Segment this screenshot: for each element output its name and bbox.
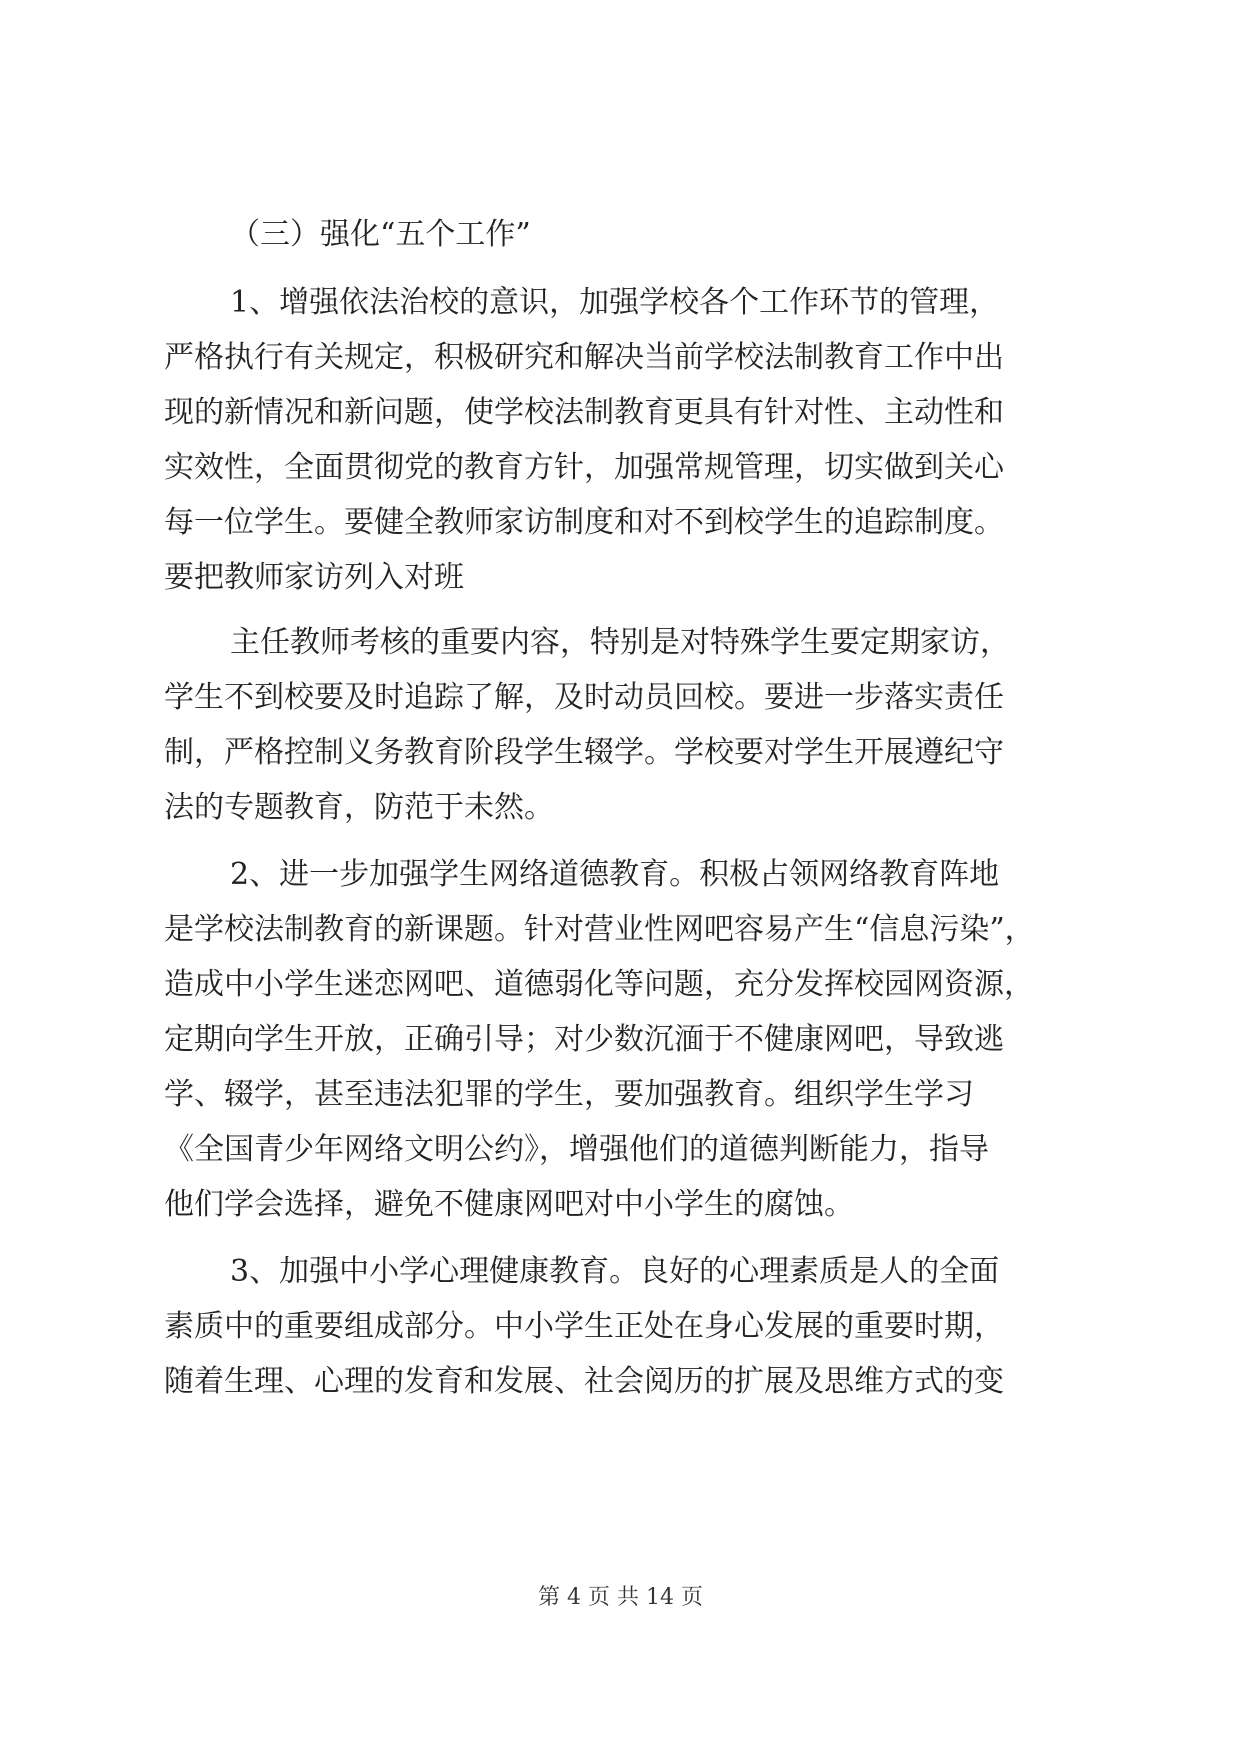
paragraph-1-line-4: 实效性，全面贯彻党的教育方针，加强常规管理，切实做到关心: [164, 450, 1004, 485]
paragraph-1-line-2: 严格执行有关规定，积极研究和解决当前学校法制教育工作中出: [164, 340, 1004, 375]
page-footer: 第 4 页 共 14 页: [538, 1585, 703, 1610]
paragraph-3-line-1: 2、进一步加强学生网络道德教育。积极占领网络教育阵地: [230, 857, 1000, 892]
paragraph-4-line-3: 随着生理、心理的发育和发展、社会阅历的扩展及思维方式的变: [164, 1364, 1004, 1399]
paragraph-3-line-7: 他们学会选择，避免不健康网吧对中小学生的腐蚀。: [164, 1187, 854, 1222]
paragraph-2-line-1: 主任教师考核的重要内容，特别是对特殊学生要定期家访，: [230, 625, 1010, 660]
section-heading: （三）强化“五个工作”: [230, 217, 531, 252]
paragraph-3-line-3: 造成中小学生迷恋网吧、道德弱化等问题，充分发挥校园网资源，: [164, 967, 1034, 1002]
paragraph-2-line-2: 学生不到校要及时追踪了解，及时动员回校。要进一步落实责任: [164, 680, 1004, 715]
paragraph-3-line-6: 《全国青少年网络文明公约》，增强他们的道德判断能力，指导: [164, 1132, 989, 1167]
paragraph-4-line-2: 素质中的重要组成部分。中小学生正处在身心发展的重要时期，: [164, 1309, 1004, 1344]
paragraph-3-line-4: 定期向学生开放，正确引导；对少数沉湎于不健康网吧，导致逃: [164, 1022, 1004, 1057]
paragraph-2-line-4: 法的专题教育，防范于未然。: [164, 790, 554, 825]
paragraph-1-line-5: 每一位学生。要健全教师家访制度和对不到校学生的追踪制度。: [164, 505, 1004, 540]
paragraph-1-line-6: 要把教师家访列入对班: [164, 560, 464, 595]
paragraph-3-line-2: 是学校法制教育的新课题。针对营业性网吧容易产生“信息污染”，: [164, 912, 1035, 947]
paragraph-4-line-1: 3、加强中小学心理健康教育。良好的心理素质是人的全面: [230, 1254, 1000, 1289]
paragraph-2-line-3: 制，严格控制义务教育阶段学生辍学。学校要对学生开展遵纪守: [164, 735, 1004, 770]
paragraph-1-line-3: 现的新情况和新问题，使学校法制教育更具有针对性、主动性和: [164, 395, 1004, 430]
paragraph-1-line-1: 1、增强依法治校的意识，加强学校各个工作环节的管理，: [230, 285, 1000, 320]
paragraph-3-line-5: 学、辍学，甚至违法犯罪的学生，要加强教育。组织学生学习: [164, 1077, 974, 1112]
